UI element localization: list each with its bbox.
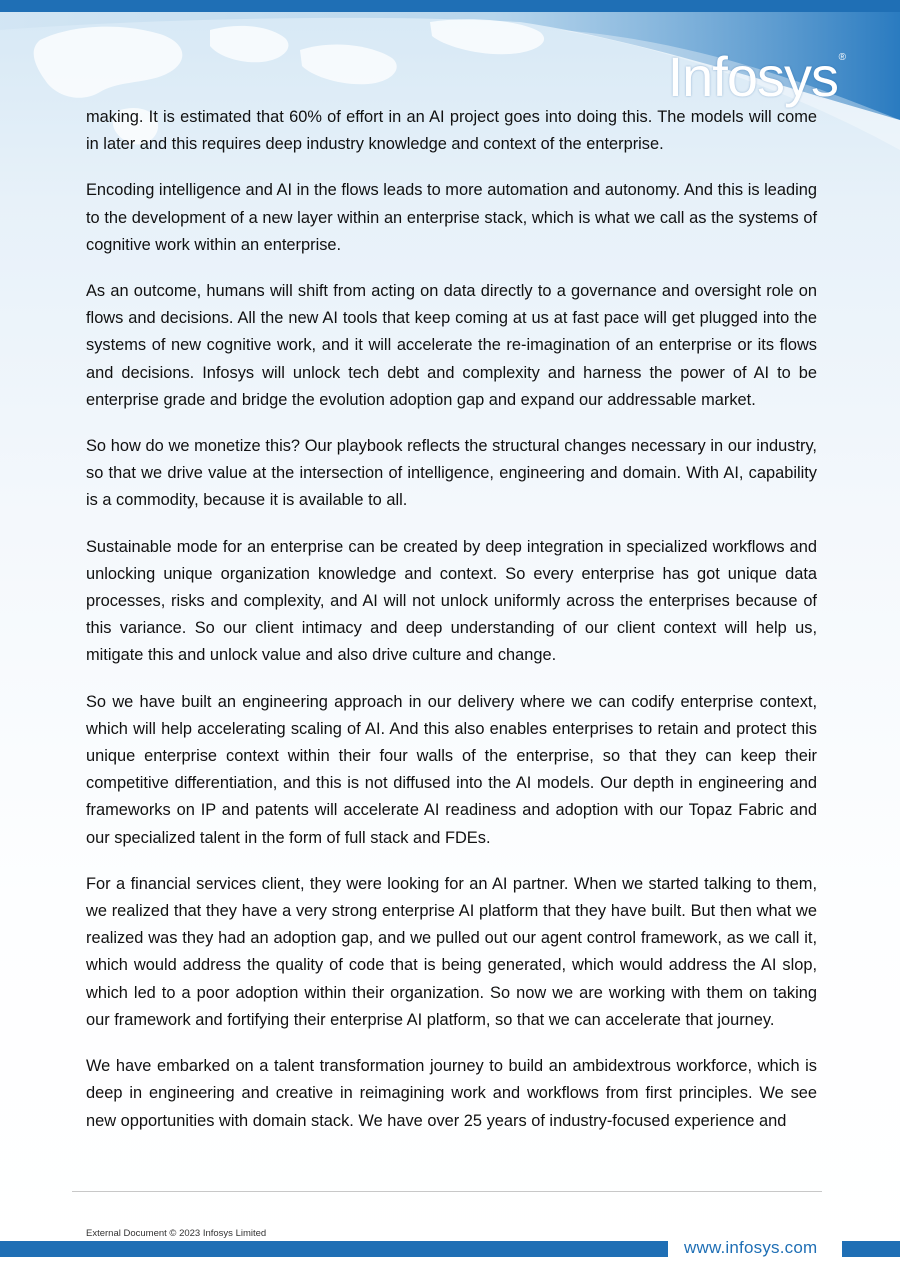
paragraph: Sustainable mode for an enterprise can be created by deep integration in specialized workflows and unlocking unique organization knowledge and context. So every enterprise has got unique data processes, risks and complexity, and AI will not unlock uniformly across the enterprises because of this variance. So our client intimacy and deep understanding of our client context will help us, mitigate this and unlock value and also drive culture and change. [86, 537, 817, 665]
footer-bar-end [842, 1241, 900, 1257]
paragraph: Encoding intelligence and AI in the flows leads to more automation and autonomy. And this is leading to the development of a new layer within an enterprise stack, which is what we call as the systems of cognitive work within an enterprise. [86, 181, 817, 254]
paragraph: We have embarked on a talent transformation journey to build an ambidextrous workforce, which is deep in engineering and creative in reimagining work and workflows from first principles. We see new opportunities with domain stack. We have over 25 years of industry-focused experience and [86, 1057, 817, 1130]
header-top-bar [0, 0, 900, 12]
paragraph: So how do we monetize this? Our playbook reflects the structural changes necessary in our industry, so that we drive value at the intersection of intelligence, engineering and domain. With AI, capability is a commodity, because it is available to all. [86, 437, 817, 510]
footer-copyright: External Document © 2023 Infosys Limited [86, 1228, 267, 1239]
paragraph: making. It is estimated that 60% of effort in an AI project goes into doing this. The models will come in later and this requires deep industry knowledge and context of the enterprise. [86, 108, 817, 154]
footer-website-link[interactable]: www.infosys.com [684, 1238, 818, 1257]
infosys-logo: Infosys [667, 45, 838, 108]
registered-mark: ® [838, 52, 846, 63]
footer-bar [0, 1241, 668, 1257]
paragraph: So we have built an engineering approach in our delivery where we can codify enterprise context, which will help accelerating scaling of AI. And this also enables enterprises to retain and protect this unique enterprise context within their four walls of the enterprise, so that they can keep their competitive differentiation, and this is not diffused into the AI models. Our depth in engineering and frameworks on IP and patents will accelerate AI readiness and adoption with our Topaz Fabric and our specialized talent in the form of full stack and FDEs. [86, 692, 817, 847]
footer-divider [72, 1191, 822, 1192]
document-body [86, 104, 817, 1154]
paragraph: As an outcome, humans will shift from acting on data directly to a governance and oversight role on flows and decisions. All the new AI tools that keep coming at us at fast pace will get plugged into the systems of new cognitive work, and it will accelerate the re-imagination of an enterprise or its flows and decisions. Infosys will unlock tech debt and complexity and harness the power of AI to be enterprise grade and bridge the evolution adoption gap and expand our addressable market. [86, 282, 817, 409]
paragraph: For a financial services client, they were looking for an AI partner. When we started talking to them, we realized that they have a very strong enterprise AI platform that they have built. But then what we realized was they had an adoption gap, and we pulled out our agent control framework, as we call it, which would address the quality of code that is being generated, which would address the AI slop, which led to a poor adoption within their organization. So now we are working with them on taking our framework and fortifying their enterprise AI platform, so that we can accelerate that journey. [86, 874, 817, 1029]
